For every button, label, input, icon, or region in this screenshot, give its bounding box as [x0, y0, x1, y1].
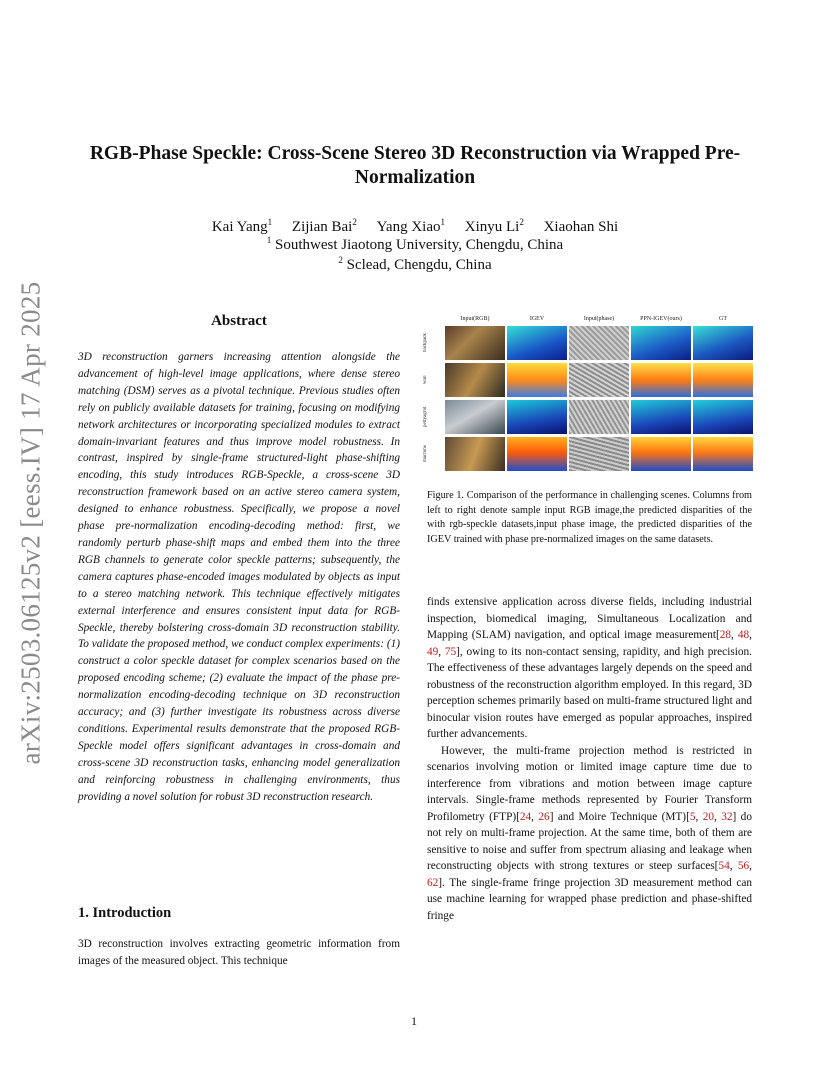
figure-image-input-phase — [569, 400, 629, 434]
citation-link[interactable]: 28 — [719, 629, 732, 641]
author: Xinyu Li$^2$ — [464, 217, 524, 235]
citation-link[interactable]: 75 — [444, 645, 457, 658]
figure-row-label: pettyagrid — [423, 406, 428, 428]
figure-column-header: GT — [719, 316, 727, 322]
intro-paragraph: 3D reconstruction involves extracting geometric information from images of the measured object. This technique — [78, 938, 400, 967]
figure-image-input-phase — [569, 363, 629, 397]
figure-image-input-rgb — [445, 400, 505, 434]
figure-image-disparity — [631, 437, 691, 471]
author: Xiaohan Shi — [543, 219, 619, 235]
figure-image-disparity — [507, 326, 567, 360]
figure-row-label: backpack — [423, 333, 428, 353]
citation-link[interactable]: 24 — [519, 810, 532, 823]
paragraph: finds extensive application across diverse fields, including industrial inspection, biomedical imaging, Simultaneous Localization and Mapping (SLAM) navigation, and optical image measurement[28, 48, 49, 75], owing to its non-contact sensing, rapidity, and high precision. The effectiveness of these advantages largely depends on the speed and robustness of the reconstruction algorithm employed. In this regard, 3D perception schemes primarily based on multi-frame structured light and binocular vision routes have emerged as popular approaches, inspired further advancements. — [427, 596, 752, 740]
figure-column-header: IGEV — [529, 316, 545, 322]
figure-image-ground-truth — [693, 437, 753, 471]
figure-column-header: Input(phase) — [583, 316, 615, 322]
figure-image-disparity — [507, 437, 567, 471]
affiliation: $^2$ Sclead, Chengdu, China — [338, 255, 492, 273]
figure-image-input-rgb — [445, 326, 505, 360]
figure-row-label: machine — [423, 445, 428, 463]
figure-column-header: PPN-IGEV(ours) — [640, 316, 682, 322]
arxiv-identifier — [8, 281, 54, 765]
page-number: 1 — [411, 1014, 417, 1028]
author-list — [70, 219, 760, 236]
author: Yang Xiao$^1$ — [376, 217, 445, 235]
figure-image-ground-truth — [693, 400, 753, 434]
figure-image-disparity — [631, 363, 691, 397]
affiliation: $^1$ Southwest Jiaotong University, Chengdu, China — [266, 235, 564, 253]
citation-link[interactable]: 56 — [737, 860, 750, 872]
right-column-text — [427, 594, 752, 924]
figure-image-input-phase — [569, 326, 629, 360]
author: Zijian Bai$^2$ — [291, 217, 357, 235]
citation-link[interactable]: 20 — [702, 810, 715, 823]
citation-link[interactable]: 62 — [427, 876, 439, 889]
citation-link[interactable]: 48 — [737, 629, 750, 641]
figure-image-disparity — [507, 400, 567, 434]
abstract-text: 3D reconstruction garners increasing attention alongside the advancement of high-level image applications, where dense stereo matching (DSM) serves as a pivotal technique. Previous studies often rely on publicly available datasets for training, focusing on modifying network architectures or incorporating specialized modules to extract domain-invariant features and thus improve model robustness. In contrast, inspired by single-frame structured-light phase-shifting encoding, this study introduces RGB-Speckle, a cross-scene 3D reconstruction framework based on an active stereo camera system, designed to enhance robustness. Specifically, we propose a novel phase pre-normalization encoding-decoding method: first, we randomly perturb phase-shift maps and embed them into the three RGB channels to generate color speckle patterns; subsequently, the camera captures phase-encoded images modulated by objects as input to a stereo matching network. This technique effectively mitigates external interference and ensures consistent input data for RGB-Speckle, thereby bolstering cross-domain 3D reconstruction stability. To validate the proposed method, we conduct complex experiments: (1) construct a color speckle dataset for complex scenarios based on the proposed encoding scheme; (2) evaluate the impact of the phase pre-normalization encoding-decoding technique on 3D reconstruction accuracy; and (3) further investigate its robustness across diverse conditions. Experimental results demonstrate that the proposed RGB-Speckle model offers significant advantages in cross-domain and cross-scene 3D reconstruction tasks, enhancing model generalization and reinforcing robustness in challenging environments, thus providing a novel solution for robust 3D reconstruction research. — [78, 351, 400, 803]
arxiv-id-text: arXiv:2503.06125v2 [eess.IV] 17 Apr 2025 — [15, 281, 46, 765]
figure-image-ground-truth — [693, 363, 753, 397]
figure-image-input-rgb — [445, 363, 505, 397]
figure-image-input-phase — [569, 437, 629, 471]
paragraph: However, the multi-frame projection method is restricted in scenarios involving motion or limited image capture time due to interference from vibrations and motion between image capture intervals. Single-frame methods represented by Fourier Transform Profilometry (FTP)[24, 26] and Moire Technique (MT)[5, 20, 32] do not rely on multi-frame projection. At the same time, both of them are sensitive to noise and suffer from spectrum aliasing and leakage when reconstructing objects with strong textures or steep surfaces[54, 56, 62]. The single-frame fringe projection 3D measurement method can use machine learning for wrapped phase prediction and phase-shifted fringe — [427, 744, 752, 922]
figure-image-input-rgb — [445, 437, 505, 471]
citation-link[interactable]: 54 — [718, 860, 730, 872]
figure-row-label: wall — [423, 375, 428, 385]
citation-link[interactable]: 32 — [721, 810, 733, 823]
figure-1-image-grid — [423, 316, 752, 478]
citation-link[interactable]: 26 — [538, 810, 550, 823]
citation-link[interactable]: 49 — [427, 645, 439, 658]
figure-image-disparity — [631, 326, 691, 360]
abstract-heading: Abstract — [211, 313, 267, 329]
figure-1-caption: Figure 1. Comparison of the performance in challenging scenes. Columns from left to right denote sample input RGB image,the predicted disparities of the with rgb-speckle datasets,input phase image, the predicted disparities of the IGEV trained with phase pre-normalized images on the same datasets. — [427, 490, 752, 545]
paper-title: RGB-Phase Speckle: Cross-Scene Stereo 3D Reconstruction via Wrapped Pre-Normalization — [89, 143, 741, 188]
citation-link[interactable]: 5 — [689, 810, 696, 823]
figure-column-header: Input(RGB) — [460, 316, 490, 322]
figure-image-ground-truth — [693, 326, 753, 360]
section-heading: 1. Introduction — [78, 905, 172, 921]
figure-image-disparity — [507, 363, 567, 397]
figure-image-disparity — [631, 400, 691, 434]
author: Kai Yang$^1$ — [211, 217, 273, 235]
